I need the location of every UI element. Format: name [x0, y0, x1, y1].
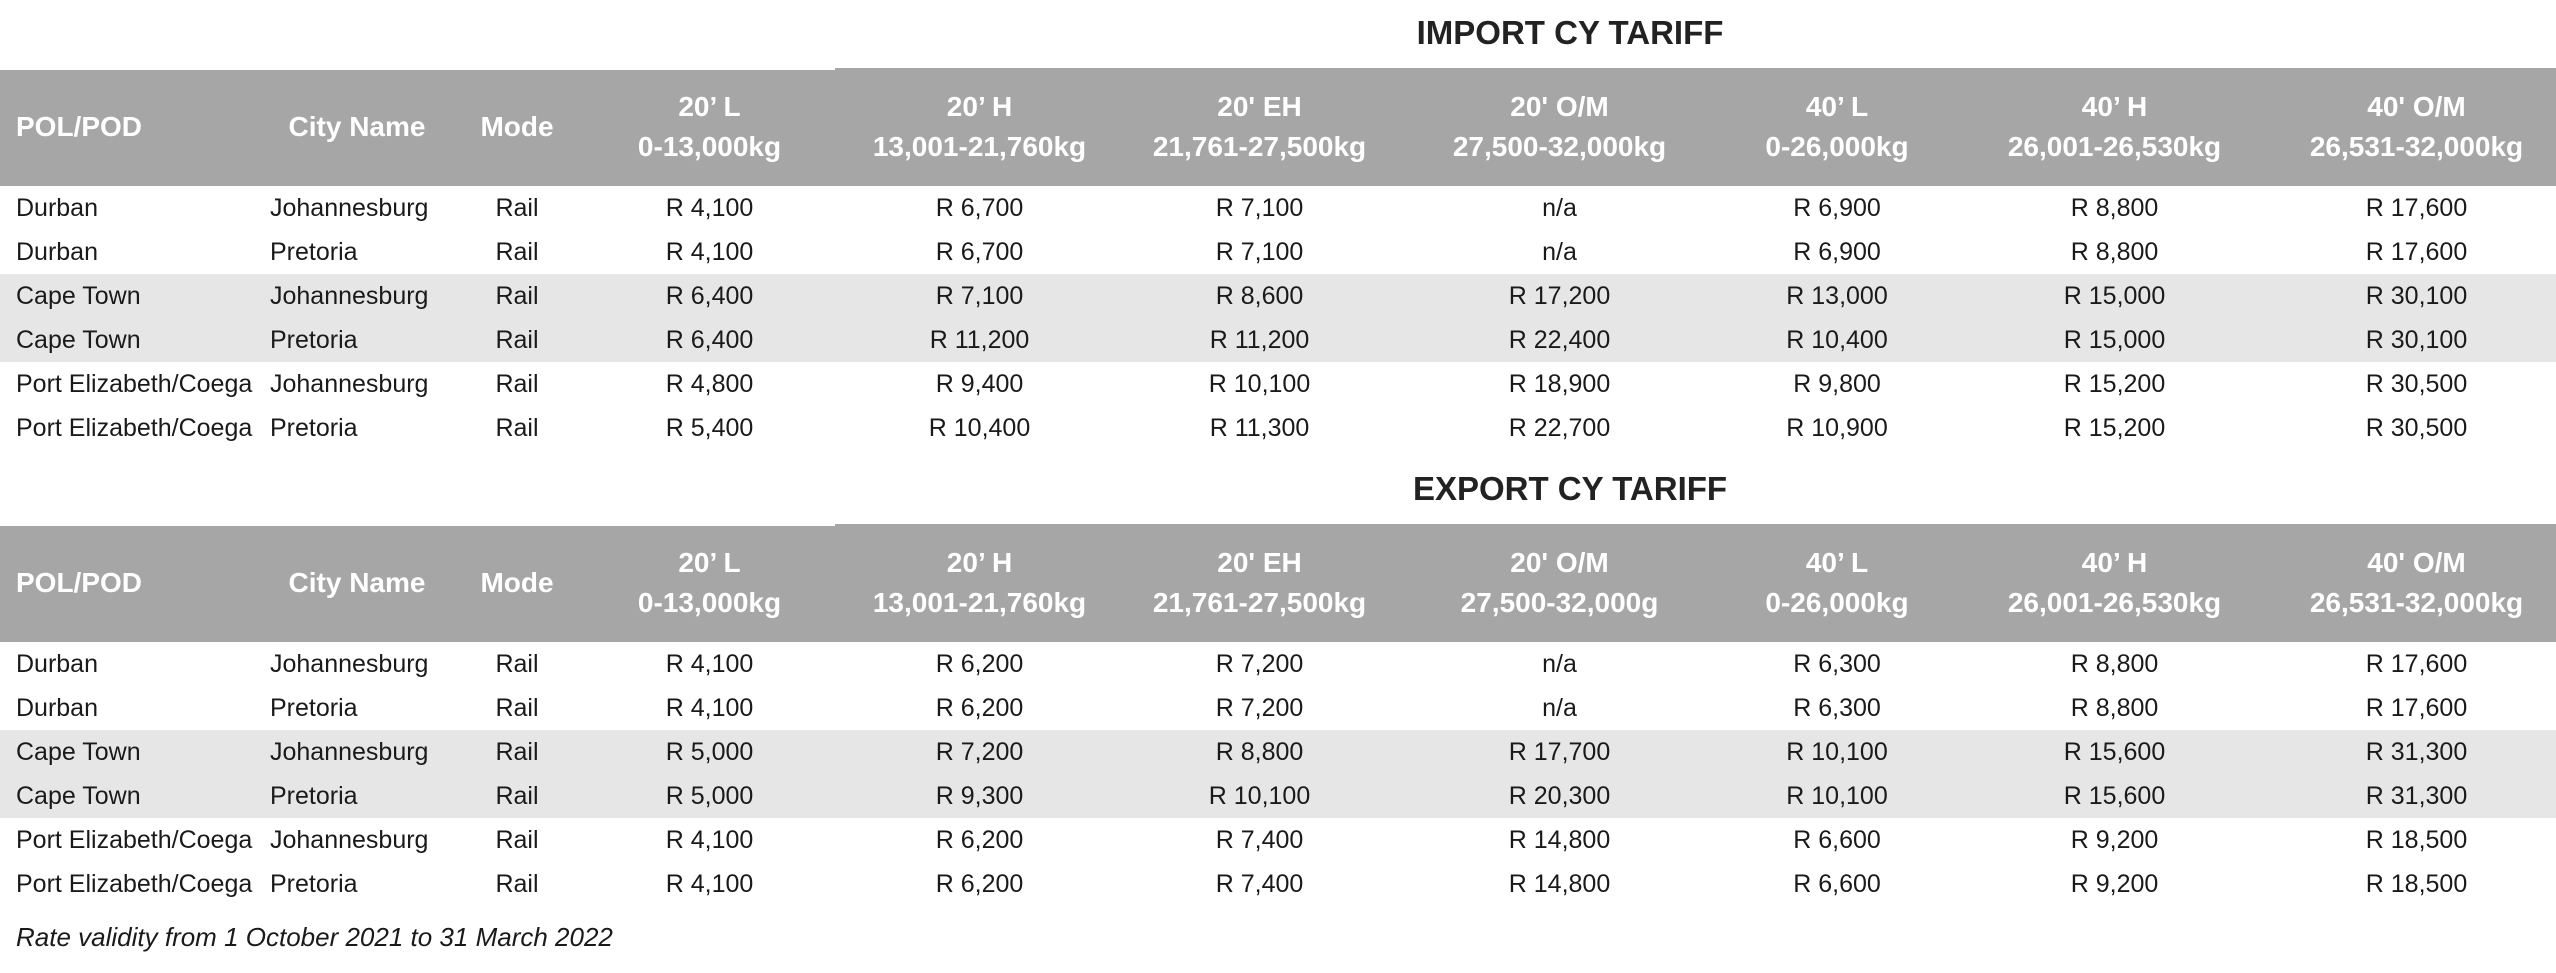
cell-20-h: R 7,100: [935, 281, 1024, 310]
cell-40-h: R 8,800: [2070, 649, 2159, 678]
import-header-20-l: [582, 68, 837, 186]
cell-pol-pod: Cape Town: [16, 781, 141, 810]
cell-40-h: R 15,600: [2063, 737, 2166, 766]
cell-20-h: R 6,200: [935, 825, 1024, 854]
header-label: POL/POD: [16, 567, 143, 598]
cell-20-om: R 14,800: [1508, 869, 1611, 898]
export-header-20-om: [1397, 524, 1722, 642]
header-label: 40' O/M: [2367, 91, 2466, 122]
cell-20-eh: R 7,200: [1215, 649, 1304, 678]
cell-20-om: R 18,900: [1508, 369, 1611, 398]
table-row: [0, 730, 2556, 774]
export-title: EXPORT CY TARIFF: [1412, 470, 1728, 507]
cell-40-l: R 6,600: [1793, 869, 1881, 898]
header-weight-range: 26,001-26,530kg: [2007, 131, 2222, 162]
cell-mode: Rail: [495, 649, 539, 678]
cell-20-l: R 4,800: [665, 369, 754, 398]
cell-40-l: R 10,400: [1786, 325, 1888, 354]
header-weight-range: 0-13,000kg: [637, 131, 782, 162]
import-title: IMPORT CY TARIFF: [1416, 14, 1724, 51]
cell-20-h: R 9,400: [935, 369, 1024, 398]
header-label: 20' EH: [1217, 547, 1302, 578]
cell-40-l: R 6,600: [1793, 825, 1881, 854]
export-header-mode: [452, 524, 582, 642]
rate-validity-note: Rate validity from 1 October 2021 to 31 March 2022: [16, 922, 613, 952]
cell-20-eh: R 7,400: [1215, 869, 1304, 898]
import-header-20-eh: [1122, 68, 1397, 186]
cell-20-l: R 4,100: [665, 693, 754, 722]
header-weight-range: 21,761-27,500kg: [1152, 587, 1367, 618]
export-header-pol-pod: [0, 524, 262, 642]
cell-city-name: Johannesburg: [270, 649, 429, 678]
cell-20-eh: R 11,300: [1209, 413, 1310, 442]
export-header-city-name: [262, 524, 452, 642]
table-row: [0, 362, 2556, 406]
cell-40-om: R 17,600: [2365, 649, 2468, 678]
cell-40-l: R 10,900: [1786, 413, 1888, 442]
cell-20-om: n/a: [1542, 649, 1577, 678]
cell-20-l: R 5,400: [665, 413, 754, 442]
export-body: [0, 642, 2556, 906]
cell-pol-pod: Cape Town: [16, 325, 141, 354]
cell-20-l: R 6,400: [665, 325, 754, 354]
cell-40-h: R 8,800: [2070, 693, 2159, 722]
cell-mode: Rail: [495, 781, 539, 810]
cell-mode: Rail: [495, 413, 539, 442]
import-header-40-h: [1952, 68, 2277, 186]
import-header-20-om: [1397, 68, 1722, 186]
cell-40-om: R 30,500: [2365, 369, 2468, 398]
cell-40-om: R 31,300: [2365, 781, 2468, 810]
cell-40-om: R 17,600: [2365, 693, 2468, 722]
header-weight-range: 21,761-27,500kg: [1152, 131, 1367, 162]
cell-20-l: R 5,000: [665, 737, 754, 766]
cell-40-l: R 9,800: [1793, 369, 1881, 398]
cell-40-h: R 8,800: [2070, 237, 2159, 266]
cell-20-h: R 9,300: [935, 781, 1024, 810]
cell-20-om: R 20,300: [1508, 781, 1611, 810]
table-row: [0, 686, 2556, 730]
cell-20-eh: R 10,100: [1208, 369, 1311, 398]
cell-mode: Rail: [495, 869, 539, 898]
import-header-pol-pod: [0, 68, 262, 186]
header-label: 20' O/M: [1510, 91, 1609, 122]
header-label: 20’ L: [678, 91, 741, 122]
cell-40-h: R 15,600: [2063, 781, 2166, 810]
export-header-40-l: [1722, 524, 1952, 642]
cell-city-name: Johannesburg: [270, 825, 429, 854]
cell-20-l: R 4,100: [665, 869, 754, 898]
cell-40-om: R 30,100: [2365, 325, 2468, 354]
cell-40-h: R 15,200: [2063, 369, 2166, 398]
cell-40-l: R 6,900: [1793, 193, 1881, 222]
cell-20-h: R 10,400: [928, 413, 1031, 442]
cell-40-om: R 18,500: [2365, 869, 2468, 898]
export-tariff-table: [0, 456, 2556, 906]
header-weight-range: 26,001-26,530kg: [2007, 587, 2222, 618]
cell-city-name: Pretoria: [270, 869, 358, 898]
cell-pol-pod: Port Elizabeth/Coega: [16, 825, 253, 854]
cell-20-om: n/a: [1542, 237, 1577, 266]
cell-40-l: R 10,100: [1786, 737, 1888, 766]
cell-city-name: Pretoria: [270, 413, 358, 442]
cell-20-h: R 7,200: [935, 737, 1024, 766]
cell-pol-pod: Durban: [16, 193, 98, 222]
cell-20-l: R 5,000: [665, 781, 754, 810]
cell-40-om: R 30,100: [2365, 281, 2468, 310]
cell-mode: Rail: [495, 825, 539, 854]
cell-city-name: Pretoria: [270, 781, 358, 810]
cell-20-l: R 4,100: [665, 193, 754, 222]
cell-mode: Rail: [495, 281, 539, 310]
header-label: 40’ L: [1805, 91, 1869, 122]
table-row: [0, 230, 2556, 274]
cell-40-l: R 13,000: [1786, 281, 1888, 310]
header-weight-range: 27,500-32,000kg: [1452, 131, 1667, 162]
cell-40-l: R 6,300: [1793, 693, 1881, 722]
cell-20-om: R 14,800: [1508, 825, 1611, 854]
export-header-40-om: [2277, 524, 2556, 642]
cell-city-name: Pretoria: [270, 325, 358, 354]
cell-pol-pod: Port Elizabeth/Coega: [16, 369, 253, 398]
cell-40-h: R 8,800: [2070, 193, 2159, 222]
cell-pol-pod: Port Elizabeth/Coega: [16, 869, 253, 898]
table-row: [0, 406, 2556, 450]
cell-20-eh: R 7,100: [1215, 237, 1304, 266]
cell-mode: Rail: [495, 737, 539, 766]
cell-40-h: R 15,200: [2063, 413, 2166, 442]
cell-20-eh: R 10,100: [1208, 781, 1311, 810]
cell-40-om: R 18,500: [2365, 825, 2468, 854]
header-label: 40’ H: [2081, 91, 2148, 122]
cell-20-eh: R 7,400: [1215, 825, 1304, 854]
export-header-40-h: [1952, 524, 2277, 642]
cell-city-name: Johannesburg: [270, 281, 429, 310]
table-row: [0, 642, 2556, 686]
cell-20-eh: R 7,200: [1215, 693, 1304, 722]
header-label: 40’ L: [1805, 547, 1869, 578]
cell-20-om: n/a: [1542, 193, 1577, 222]
cell-city-name: Pretoria: [270, 237, 358, 266]
cell-20-h: R 6,200: [935, 693, 1024, 722]
export-header-20-eh: [1122, 524, 1397, 642]
cell-20-om: R 22,400: [1508, 325, 1611, 354]
cell-mode: Rail: [495, 193, 539, 222]
export-header-row: [0, 524, 2556, 642]
header-label: 40' O/M: [2367, 547, 2466, 578]
header-label: City Name: [288, 111, 426, 142]
header-weight-range: 26,531-32,000kg: [2309, 131, 2524, 162]
table-row: [0, 774, 2556, 818]
header-label: POL/POD: [16, 111, 143, 142]
export-header-20-h: [837, 524, 1122, 642]
cell-40-h: R 9,200: [2070, 825, 2159, 854]
cell-pol-pod: Durban: [16, 237, 98, 266]
cell-20-om: n/a: [1542, 693, 1577, 722]
cell-40-om: R 30,500: [2365, 413, 2468, 442]
cell-20-h: R 6,200: [935, 649, 1024, 678]
cell-40-om: R 31,300: [2365, 737, 2468, 766]
cell-pol-pod: Cape Town: [16, 281, 141, 310]
table-row: [0, 186, 2556, 230]
cell-40-h: R 15,000: [2063, 281, 2166, 310]
header-label: 20' EH: [1217, 91, 1302, 122]
cell-20-om: R 17,700: [1508, 737, 1611, 766]
cell-city-name: Johannesburg: [270, 737, 429, 766]
cell-pol-pod: Durban: [16, 693, 98, 722]
cell-40-om: R 17,600: [2365, 237, 2468, 266]
header-label: 20’ H: [946, 547, 1013, 578]
header-weight-range: 0-26,000kg: [1765, 587, 1909, 618]
import-header-40-om: [2277, 68, 2556, 186]
cell-40-h: R 9,200: [2070, 869, 2159, 898]
export-header-20-l: [582, 524, 837, 642]
header-label: Mode: [480, 111, 554, 142]
header-label: 40’ H: [2081, 547, 2148, 578]
header-weight-range: 13,001-21,760kg: [872, 587, 1087, 618]
cell-40-l: R 6,300: [1793, 649, 1881, 678]
header-weight-range: 27,500-32,000g: [1460, 587, 1659, 618]
cell-40-l: R 6,900: [1793, 237, 1881, 266]
cell-20-eh: R 11,200: [1209, 325, 1310, 354]
cell-20-eh: R 7,100: [1215, 193, 1304, 222]
import-header-mode: [452, 68, 582, 186]
cell-mode: Rail: [495, 693, 539, 722]
header-label: Mode: [480, 567, 554, 598]
header-label: 20’ H: [946, 91, 1013, 122]
header-weight-range: 0-13,000kg: [637, 587, 782, 618]
cell-pol-pod: Port Elizabeth/Coega: [16, 413, 253, 442]
import-body: [0, 186, 2556, 450]
cell-city-name: Johannesburg: [270, 369, 429, 398]
header-weight-range: 26,531-32,000kg: [2309, 587, 2524, 618]
cell-20-h: R 6,700: [935, 237, 1024, 266]
cell-pol-pod: Cape Town: [16, 737, 141, 766]
table-row: [0, 318, 2556, 362]
cell-mode: Rail: [495, 237, 539, 266]
header-label: 20’ L: [678, 547, 741, 578]
cell-20-h: R 6,200: [935, 869, 1024, 898]
cell-pol-pod: Durban: [16, 649, 98, 678]
cell-20-om: R 22,700: [1508, 413, 1611, 442]
cell-20-l: R 4,100: [665, 237, 754, 266]
cell-mode: Rail: [495, 325, 539, 354]
import-header-20-h: [837, 68, 1122, 186]
table-row: [0, 274, 2556, 318]
header-label: City Name: [288, 567, 426, 598]
import-header-row: [0, 68, 2556, 186]
cell-20-l: R 4,100: [665, 649, 754, 678]
cell-20-h: R 6,700: [935, 193, 1024, 222]
import-tariff-table: [0, 0, 2556, 450]
cell-city-name: Pretoria: [270, 693, 358, 722]
import-header-40-l: [1722, 68, 1952, 186]
cell-20-l: R 6,400: [665, 281, 754, 310]
cell-40-om: R 17,600: [2365, 193, 2468, 222]
cell-20-l: R 4,100: [665, 825, 754, 854]
table-row: [0, 818, 2556, 862]
header-label: 20' O/M: [1510, 547, 1609, 578]
cell-20-h: R 11,200: [929, 325, 1030, 354]
cell-20-eh: R 8,600: [1215, 281, 1304, 310]
header-weight-range: 0-26,000kg: [1765, 131, 1909, 162]
cell-20-eh: R 8,800: [1215, 737, 1304, 766]
import-header-city-name: [262, 68, 452, 186]
cell-40-l: R 10,100: [1786, 781, 1888, 810]
header-weight-range: 13,001-21,760kg: [872, 131, 1087, 162]
table-row: [0, 862, 2556, 906]
cell-city-name: Johannesburg: [270, 193, 429, 222]
cell-20-om: R 17,200: [1508, 281, 1611, 310]
cell-40-h: R 15,000: [2063, 325, 2166, 354]
cell-mode: Rail: [495, 369, 539, 398]
